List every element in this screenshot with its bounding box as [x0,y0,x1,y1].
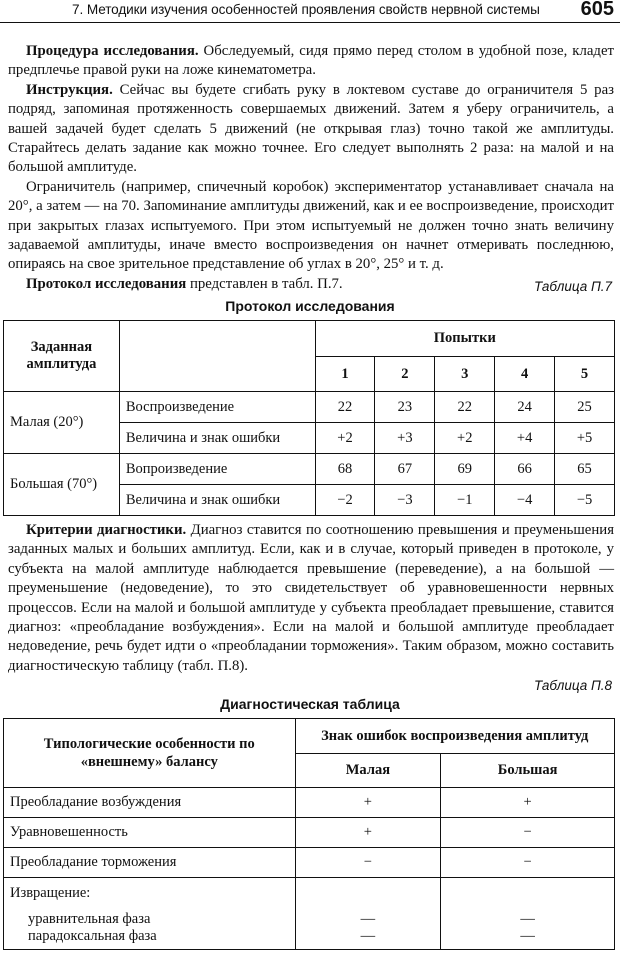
attempt-number: 1 [315,357,375,392]
table7-label: Таблица П.7 [533,279,612,294]
criteria-section [8,521,614,676]
group-cell: Малая (20°) [4,392,120,454]
feature-cell: Преобладание торможения [4,848,296,878]
feature-cell: Преобладание возбуждения [4,788,296,818]
running-header [0,0,620,23]
protocol-table [3,320,615,516]
page-number: 605 [580,0,614,20]
instruction-label: Инструкция. [26,81,113,98]
value-cell: +3 [375,423,435,454]
value-cell: 24 [495,392,555,423]
feature-cell [4,878,296,950]
chapter-title: 7. Методики изучения особенностей проявления свойств нервной системы [72,2,540,17]
value-cell: 65 [555,454,615,485]
table-row [4,818,615,848]
value-cell: 22 [435,392,495,423]
value-cell: −4 [495,485,555,516]
value-cell: 68 [315,454,375,485]
feature-cell: Уравновешенность [4,818,296,848]
procedure-label: Процедура исследования. [26,43,199,59]
instruction-text: Сейчас вы будете сгибать руку в локтевом суставе до ограничителя 5 раз подряд, запоминая протяженность совершаемых движений. Затем я уберу ограничитель, а вашей задачей будет сделать 5 движений (не открывая глаз) точно такой же амплитуды. Старайтесь делать задание как можно точнее. Его следует выполнять 2 раза: на малой и на большой амплитуде. [8,81,614,176]
table7-title: Протокол исследования [225,298,395,314]
header-blank [119,321,315,392]
value-cell: −3 [375,485,435,516]
sign-cell: + [441,788,615,818]
col-sign-header: Знак ошибок воспроизведения амплитуд [295,719,614,754]
table-row [4,454,615,485]
sign-value: — [520,928,535,944]
value-cell: +4 [495,423,555,454]
protocol-paragraph [8,275,614,294]
inversion-label: Извращение: [10,885,91,901]
value-cell: 22 [315,392,375,423]
measure-cell: Воспроизведение [119,392,315,423]
sub-feature: уравнительная фаза [28,911,151,927]
value-cell: 66 [495,454,555,485]
table-row [4,788,615,818]
col-amplitude-header: Заданная амплитуда [4,321,120,392]
procedure-paragraph [8,42,614,81]
attempt-number: 4 [495,357,555,392]
table-row [4,392,615,423]
value-cell: 23 [375,392,435,423]
table8-label: Таблица П.8 [533,678,612,693]
measure-cell: Величина и знак ошибки [119,423,315,454]
value-cell: −2 [315,485,375,516]
value-cell: +2 [435,423,495,454]
value-cell: +2 [315,423,375,454]
group-cell: Большая (70°) [4,454,120,516]
value-cell: +5 [555,423,615,454]
instruction-paragraph [8,81,614,178]
intro-section [8,42,614,294]
sign-cell [441,878,615,950]
limiter-paragraph: Ограничитель (например, спичечный коробок) экспериментатор устанавливает сначала на 20°, а затем — на 70. Запоминание амплитуды движений, как и ее воспроизведение, происходит при закрытых глазах испытуемого. При этом испытуемый не должен точно знать величину задаваемой амплитуды, иначе вместо воспроизведения он начнет отмеривать последнюю, опираясь на свое зрительное представление об углах в 20°, 25° и т. д. [8,178,614,273]
measure-cell: Величина и знак ошибки [119,485,315,516]
diagnostic-table [3,718,615,950]
attempt-number: 5 [555,357,615,392]
col-small-header: Малая [295,754,441,788]
col-attempts-header: Попытки [315,321,614,357]
sign-cell: − [295,848,441,878]
table8-title: Диагностическая таблица [220,696,400,712]
measure-cell: Вопроизведение [119,454,315,485]
criteria-text: Диагноз ставится по соотношению превышения и преуменьшения заданных малых и больших амплитуд. Если, как и в случае, который приведен в протоколе, у субъекта на малой амплитуде наблюдается превышение (переведение), а на большой — преуменьшение (недоведение), то это свидетельствует об уравновешенности нервных процессов. Если на малой и большой амплитуде у субъекта преобладает превышение, ставится диагноз: «преобладание возбуждения». Если на малой и большой амплитуде преобладает недоведение, речь будет идти о «преобладании торможения». Таким образом, можно составить диагностическую таблицу (табл. П.8). [8,522,614,674]
attempt-number: 2 [375,357,435,392]
procedure-text: Обследуемый, сидя прямо перед столом в удобной позе, кладет предплечье правой руки на ложе кинематометра. [8,43,614,79]
col-features-header: Типологические особенности по «внешнему» балансу [4,719,296,788]
value-cell: −5 [555,485,615,516]
sign-value: — [360,928,376,944]
col-large-header: Большая [441,754,615,788]
sign-cell: + [295,788,441,818]
sign-cell [295,878,441,950]
value-cell: 25 [555,392,615,423]
criteria-paragraph [8,521,614,676]
criteria-label: Критерии диагностики. [26,522,187,538]
sign-value: — [360,911,376,927]
value-cell: −1 [435,485,495,516]
protocol-label: Протокол исследования [26,275,187,292]
sign-cell: + [295,818,441,848]
value-cell: 67 [375,454,435,485]
sub-feature: парадоксальная фаза [28,928,157,944]
table-row [4,878,615,950]
sign-cell: − [441,848,615,878]
protocol-text: представлен в табл. П.7. [186,275,343,292]
value-cell: 69 [435,454,495,485]
sign-cell: − [441,818,615,848]
table-row [4,848,615,878]
sign-value: — [520,911,535,927]
attempt-number: 3 [435,357,495,392]
